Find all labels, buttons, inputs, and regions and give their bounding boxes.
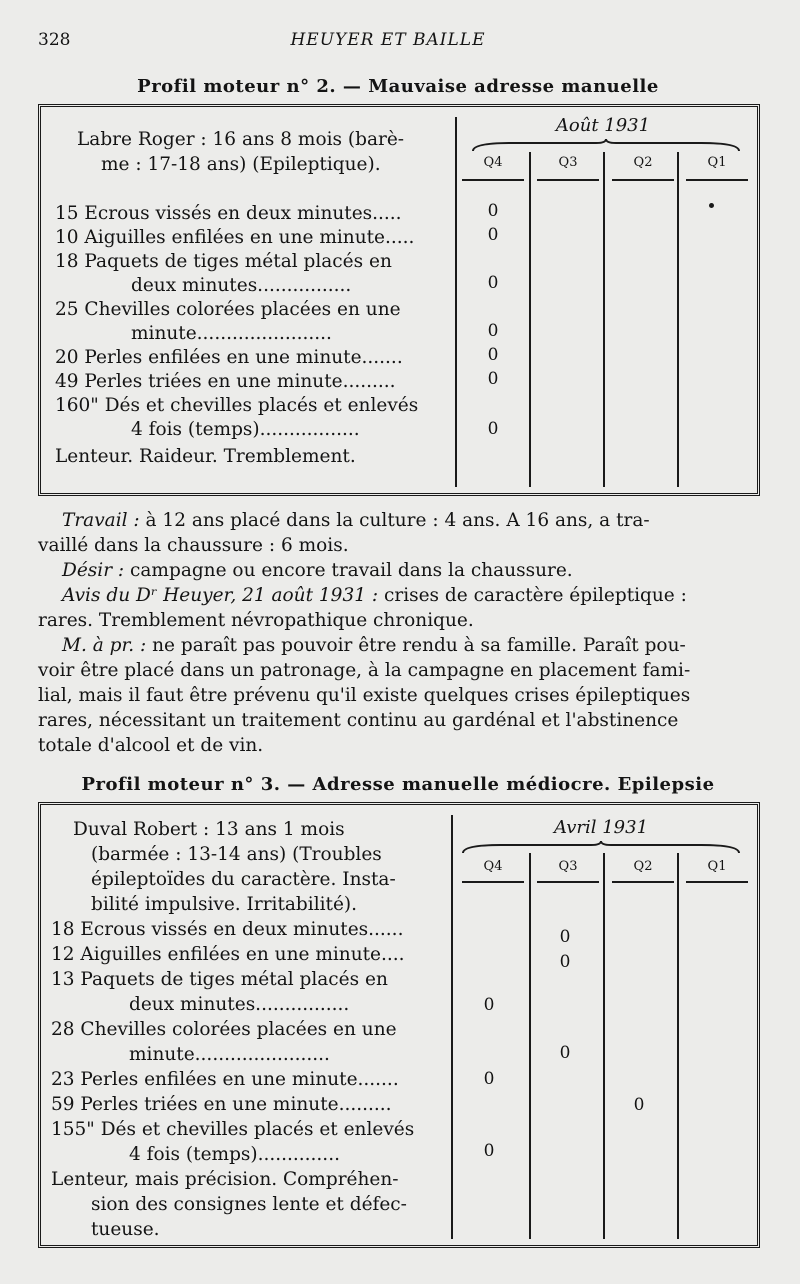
- test-value: 0: [487, 419, 499, 439]
- note-label: Avis du Dʳ Heuyer, 21 août 1931 :: [62, 585, 379, 606]
- test-value: 0: [487, 225, 499, 245]
- subject-line: me : 17-18 ans) (Epileptique).: [101, 154, 381, 175]
- note-text: vaillé dans la chaussure : 6 mois.: [38, 535, 349, 556]
- profile-3-title: Profil moteur n° 3. — Adresse manuelle médiocre. Epilepsie: [81, 774, 715, 795]
- note-label: Travail :: [62, 510, 140, 531]
- quarter-header: Q1: [707, 859, 727, 874]
- note-label: Désir :: [62, 560, 125, 581]
- running-title: HEUYER ET BAILLE: [290, 30, 486, 50]
- quarter-underline: [686, 881, 748, 883]
- test-value: 0: [487, 345, 499, 365]
- quarter-underline: [462, 179, 524, 181]
- test-value: 0: [483, 1069, 495, 1089]
- page-header: [38, 30, 738, 54]
- test-line: 28 Chevilles colorées placées en une: [51, 1019, 397, 1040]
- test-line: deux minutes................: [131, 275, 352, 296]
- test-line: 10 Aiguilles enfilées en une minute.....: [55, 227, 415, 248]
- quarter-underline: [537, 179, 599, 181]
- remark: Lenteur, mais précision. Compréhen-: [51, 1169, 399, 1190]
- note-text: rares, nécessitant un traitement continu au gardénal et l'abstinence: [38, 710, 679, 731]
- quarter-underline: [686, 179, 748, 181]
- test-line: 160" Dés et chevilles placés et enlevés: [55, 395, 419, 416]
- column-divider: [603, 853, 605, 1239]
- test-line: 12 Aiguilles enfilées en une minute....: [51, 944, 405, 965]
- profile-2-table: [38, 104, 760, 496]
- note-text: campagne ou encore travail dans la chaussure.: [124, 560, 573, 581]
- column-divider: [677, 853, 679, 1239]
- note-line: [38, 685, 690, 706]
- remark: tueuse.: [91, 1219, 160, 1240]
- test-value: 0: [487, 201, 499, 221]
- test-line: 155" Dés et chevilles placés et enlevés: [51, 1119, 415, 1140]
- test-line: 4 fois (temps)..............: [129, 1144, 340, 1165]
- test-value: 0: [487, 321, 499, 341]
- quarter-underline: [612, 179, 674, 181]
- column-divider: [529, 152, 531, 487]
- remark: sion des consignes lente et défec-: [91, 1194, 407, 1215]
- subject-line: bilité impulsive. Irritabilité).: [91, 894, 358, 915]
- profile-2-title: Profil moteur n° 2. — Mauvaise adresse manuelle: [137, 76, 659, 97]
- note-label: M. à pr. :: [62, 635, 147, 656]
- note-text: rares. Tremblement névropathique chronique.: [38, 610, 474, 631]
- note-line: [62, 635, 686, 656]
- quarter-header: Q4: [483, 859, 503, 874]
- quarter-header: Q1: [707, 155, 727, 170]
- test-line: 20 Perles enfilées en une minute.......: [55, 347, 403, 368]
- remark: Lenteur. Raideur. Tremblement.: [55, 446, 356, 467]
- subject-line: Labre Roger : 16 ans 8 mois (barè-: [77, 129, 405, 150]
- test-line: 15 Ecrous vissés en deux minutes.....: [55, 203, 402, 224]
- subject-line: Duval Robert : 13 ans 1 mois: [73, 819, 345, 840]
- profile-3-table: [38, 802, 760, 1248]
- note-line: [62, 510, 650, 531]
- quarter-header: Q3: [558, 859, 578, 874]
- column-divider: [455, 117, 457, 487]
- note-line: [62, 560, 573, 581]
- brace-icon: [471, 139, 741, 153]
- page-number: 328: [38, 30, 71, 50]
- note-line: [38, 735, 263, 756]
- quarter-underline: [462, 881, 524, 883]
- column-divider: [529, 853, 531, 1239]
- column-divider: [451, 815, 453, 1239]
- test-line: minute.......................: [131, 323, 332, 344]
- note-text: lial, mais il faut être prévenu qu'il existe quelques crises épileptiques: [38, 685, 691, 706]
- test-value: 0: [559, 1043, 571, 1063]
- brace-icon: [461, 841, 741, 855]
- quarter-header: Q4: [483, 155, 503, 170]
- test-line: deux minutes................: [129, 994, 350, 1015]
- note-line: [38, 660, 690, 681]
- test-line: 4 fois (temps).................: [131, 419, 360, 440]
- dot-mark: [709, 203, 714, 208]
- test-line: 59 Perles triées en une minute.........: [51, 1094, 392, 1115]
- month-label: Août 1931: [555, 115, 651, 136]
- subject-line: épileptoïdes du caractère. Insta-: [91, 869, 396, 890]
- test-line: minute.......................: [129, 1044, 330, 1065]
- test-line: 23 Perles enfilées en une minute.......: [51, 1069, 399, 1090]
- test-value: 0: [633, 1095, 645, 1115]
- note-line: [62, 585, 687, 606]
- test-value: 0: [559, 927, 571, 947]
- quarter-header: Q2: [633, 859, 653, 874]
- note-text: totale d'alcool et de vin.: [38, 735, 264, 756]
- column-divider: [603, 152, 605, 487]
- test-line: 13 Paquets de tiges métal placés en: [51, 969, 388, 990]
- note-line: [38, 535, 349, 556]
- test-line: 18 Paquets de tiges métal placés en: [55, 251, 392, 272]
- test-value: 0: [559, 952, 571, 972]
- quarter-header: Q3: [558, 155, 578, 170]
- test-value: 0: [487, 273, 499, 293]
- note-line: [38, 610, 474, 631]
- quarter-underline: [537, 881, 599, 883]
- note-text: à 12 ans placé dans la culture : 4 ans. A 16 ans, a tra-: [139, 510, 650, 531]
- test-value: 0: [483, 1141, 495, 1161]
- subject-line: (barmée : 13-14 ans) (Troubles: [91, 844, 382, 865]
- month-label: Avril 1931: [553, 817, 649, 838]
- test-value: 0: [487, 369, 499, 389]
- quarter-header: Q2: [633, 155, 653, 170]
- column-divider: [677, 152, 679, 487]
- note-text: ne paraît pas pouvoir être rendu à sa famille. Paraît pou-: [146, 635, 686, 656]
- test-line: 25 Chevilles colorées placées en une: [55, 299, 401, 320]
- test-line: 49 Perles triées en une minute.........: [55, 371, 396, 392]
- test-line: 18 Ecrous vissés en deux minutes......: [51, 919, 404, 940]
- quarter-underline: [612, 881, 674, 883]
- note-text: crises de caractère épileptique :: [378, 585, 687, 606]
- test-value: 0: [483, 995, 495, 1015]
- note-text: voir être placé dans un patronage, à la campagne en placement fami-: [38, 660, 691, 681]
- note-line: [38, 710, 678, 731]
